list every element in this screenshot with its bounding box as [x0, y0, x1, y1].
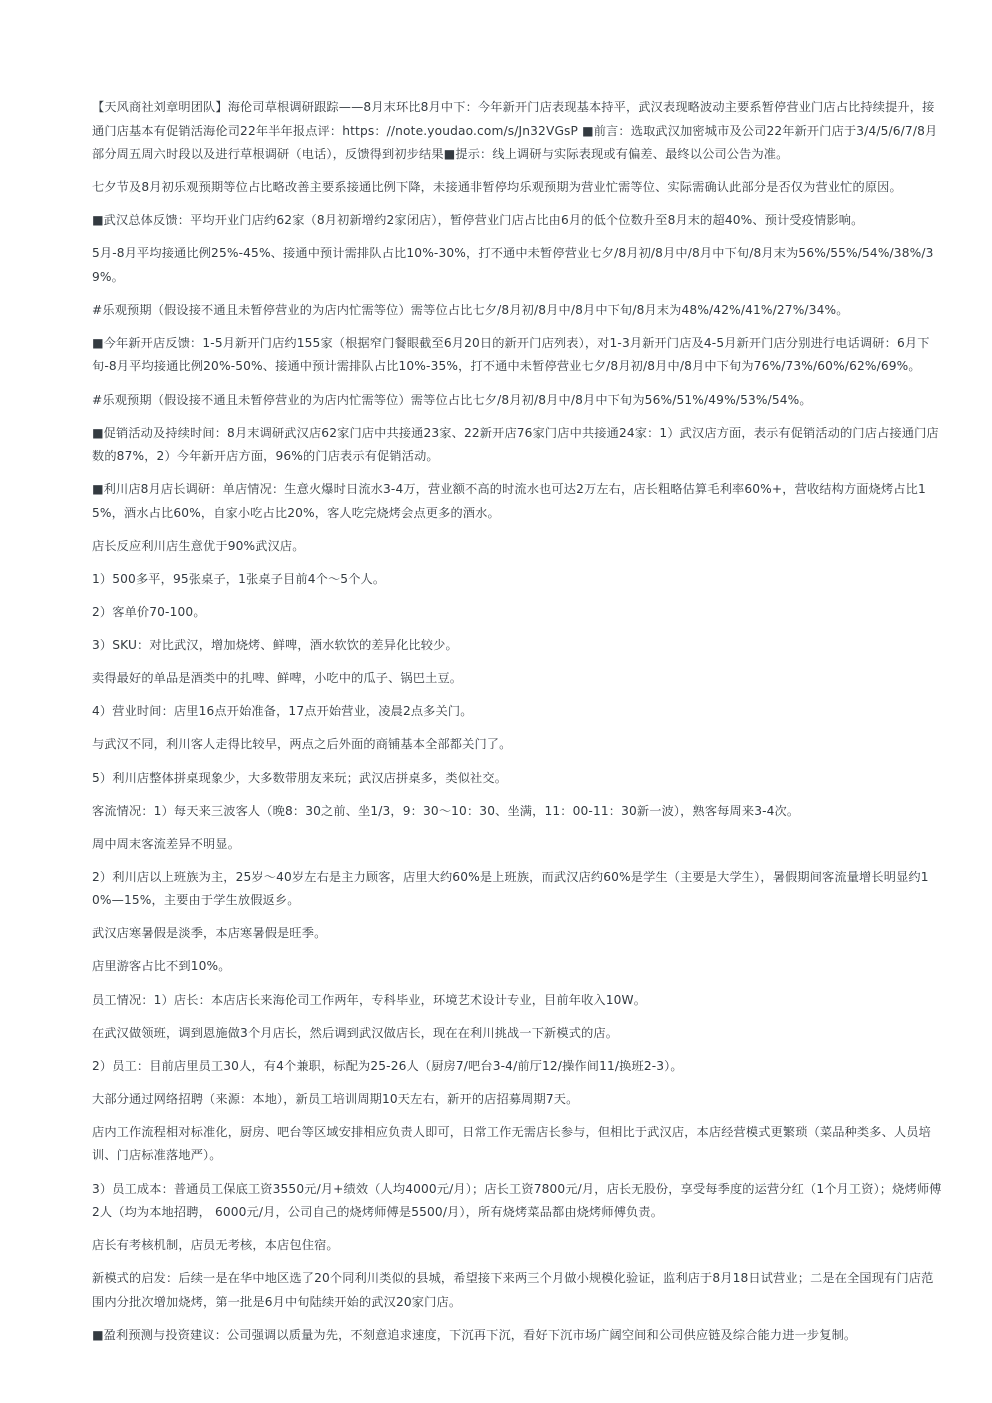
- paragraph-manager-history: 在武汉做领班，调到恩施做3个月店长，然后调到武汉做店长，现在在利川挑战一下新模式的店。: [92, 1025, 619, 1040]
- paragraph-wuhan-overall: ■武汉总体反馈：平均开业门店约62家（8月初新增约2家闭店），暂停营业门店占比由6月的低个位数升至8月末的超40%、预计受疫情影响。: [92, 213, 864, 228]
- paragraph-tourists: 店里游客占比不到10%。: [92, 959, 231, 974]
- paragraph-qixi-note: 七夕节及8月初乐观预期等位占比略改善主要系接通比例下降，未接通非暂停均乐观预期为营业忙需等位、实际需确认此部分是否仅为营业忙的原因。: [92, 180, 902, 195]
- paragraph-staff-manager: 员工情况：1）店长：本店店长来海伦司工作两年，专科毕业，环境艺术设计专业，目前年收入10W。: [92, 992, 647, 1007]
- paragraph-closing-time: 与武汉不同，利川客人走得比较早，两点之后外面的商铺基本全部都关门了。: [92, 737, 512, 752]
- paragraph-forecast: ■盈利预测与投资建议：公司强调以质量为先，不刻意追求速度，下沉再下沉，看好下沉市场广阔空间和公司供应链及综合能力进一步复制。: [92, 1327, 857, 1342]
- paragraph-lichuan-survey: ■利川店8月店长调研：单店情况：生意火爆时日流水3-4万，营业额不高的时流水也可达2万左右，店长粗略估算毛利率60%+，营收结构方面烧烤占比15%，酒水占比60%，自家小吃占比20%，客人吃完烧烤会点更多的酒水。: [92, 482, 926, 520]
- paragraph-new-stores: ■今年新开店反馈：1-5月新开门店约155家（根据窄门餐眼截至6月20日的新开门店列表），对1-3月新开门店及4-5月新开门店分别进行电话调研：6月下旬-8月平均接通比例20%-50%、接通中预计需排队占比10%-35%，打不通中未暂停营业七夕/8月初/8月中/8月中下旬为76%/73%/60%/62%/69%。: [92, 335, 930, 374]
- paragraph-traffic: 客流情况：1）每天来三波客人（晚8：30之前、坐1/3，9：30～10：30、坐满，11：00-11：30新一波），熟客每周来3-4次。: [92, 803, 800, 818]
- paragraph-staff-count: 2）员工：目前店里员工30人，有4个兼职，标配为25-26人（厨房7/吧台3-4/前厅12/操作间11/换班2-3）。: [92, 1058, 683, 1073]
- paragraph-new-stores-optimistic: #乐观预期（假设接不通且未暂停营业的为店内忙需等位）需等位占比七夕/8月初/8月中/8月中下旬为56%/51%/49%/53%/54%。: [92, 392, 812, 407]
- paragraph-recruiting: 大部分通过网络招聘（来源：本地），新员工培训周期10天左右，新开的店招募周期7天。: [92, 1091, 579, 1106]
- paragraph-intro: 【天风商社刘章明团队】海伦司草根调研跟踪——8月末环比8月中下：今年新开门店表现基本持平，武汉表现略波动主要系暂停营业门店占比持续提升，接通门店基本有促销活海伦司22年半年报点评：https：//note.youdao.com/s/Jn32VGsP ■前言：选取武汉加密城市及公司22年新开门店于3/4/5/6/7/8月部分周五周六时段以及进行草根调研（电话），反馈得到初步结果■提示：线上调研与实际表现或有偏差、最终以公司公告为准。: [92, 100, 938, 161]
- paragraph-item-table-sharing: 5）利川店整体拼桌现象少，大多数带朋友来玩；武汉店拼桌多，类似社交。: [92, 770, 508, 785]
- paragraph-item-sku: 3）SKU：对比武汉，增加烧烤、鲜啤，酒水软饮的差异化比较少。: [92, 638, 458, 653]
- paragraph-new-model: 新模式的启发：后续一是在华中地区选了20个同利川类似的县城，希望接下来两三个月做小规模化验证，监利店于8月18日试营业；二是在全国现有门店范围内分批次增加烧烤，第一批是6月中旬陆续开始的武汉20家门店。: [92, 1271, 934, 1309]
- paragraph-lichuan-better: 店长反应利川店生意优于90%武汉店。: [92, 538, 305, 553]
- paragraph-best-sellers: 卖得最好的单品是酒类中的扎啤、鲜啤，小吃中的瓜子、锅巴土豆。: [92, 671, 463, 686]
- paragraph-item-ticket: 2）客单价70-100。: [92, 605, 206, 620]
- paragraph-promotions: ■促销活动及持续时间：8月末调研武汉店62家门店中共接通23家、22新开店76家门店中共接通24家：1）武汉店方面，表示有促销活动的门店占接通门店数的87%，2）今年新开店方面，96%的门店表示有促销活动。: [92, 425, 939, 464]
- paragraph-item-area: 1）500多平，95张桌子，1张桌子目前4个～5个人。: [92, 571, 386, 586]
- paragraph-weekday-weekend: 周中周末客流差异不明显。: [92, 836, 241, 851]
- paragraph-wuhan-connect-rate: 5月-8月平均接通比例25%-45%、接通中预计需排队占比10%-30%，打不通中未暂停营业七夕/8月初/8月中/8月中下旬/8月末为56%/55%/54%/38%/39%。: [92, 246, 934, 284]
- paragraph-seasonality: 武汉店寒暑假是淡季，本店寒暑假是旺季。: [92, 926, 327, 941]
- paragraph-staff-cost: 3）员工成本：普通员工保底工资3550元/月+绩效（人均4000元/月）；店长工资7800元/月，店长无股份，享受每季度的运营分红（1个月工资）；烧烤师傅2人（均为本地招聘， 6000元/月，公司自己的烧烤师傅是5500/月），所有烧烤菜品都由烧烤师傅负责。: [92, 1181, 942, 1220]
- paragraph-wuhan-optimistic: #乐观预期（假设接不通且未暂停营业的为店内忙需等位）需等位占比七夕/8月初/8月中/8月中下旬/8月末为48%/42%/41%/27%/34%。: [92, 302, 849, 317]
- paragraph-customer-mix: 2）利川店以上班族为主，25岁～40岁左右是主力顾客，店里大约60%是上班族，而武汉店约60%是学生（主要是大学生），暑假期间客流量增长明显约10%—15%，主要由于学生放假返乡。: [92, 869, 929, 908]
- paragraph-workflow: 店内工作流程相对标准化，厨房、吧台等区域安排相应负责人即可，日常工作无需店长参与，但相比于武汉店，本店经营模式更繁琐（菜品种类多、人员培训、门店标准落地严）。: [92, 1124, 931, 1163]
- paragraph-item-hours: 4）营业时间：店里16点开始准备，17点开始营业，凌晨2点多关门。: [92, 704, 473, 719]
- paragraph-kpi: 店长有考核机制，店员无考核，本店包住宿。: [92, 1238, 339, 1253]
